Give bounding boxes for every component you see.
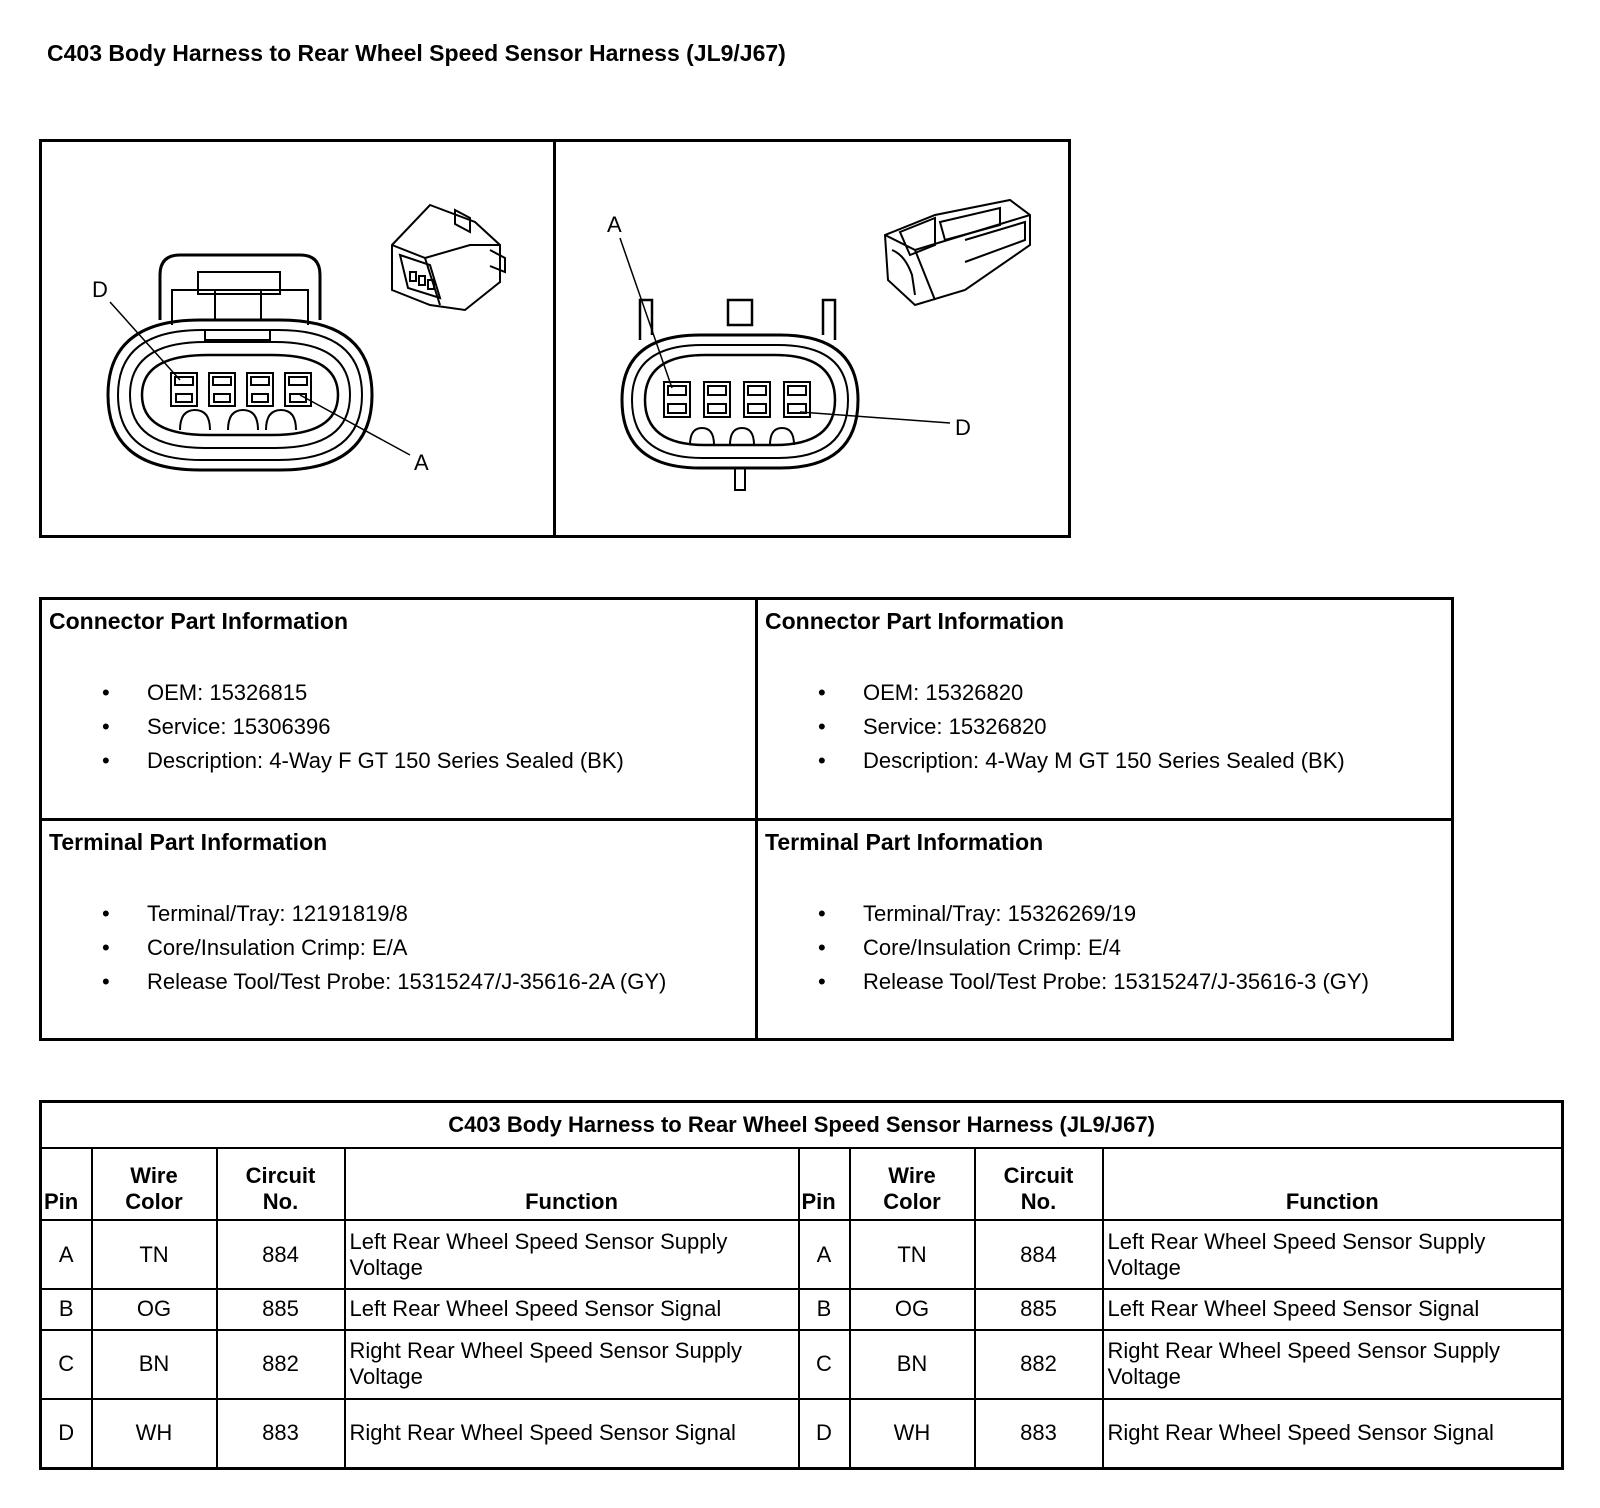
table-row [41, 1399, 1563, 1469]
cell-wire-color: BN [92, 1330, 217, 1399]
list-item-text: Core/Insulation Crimp: E/4 [863, 935, 1121, 960]
right-pin-a-leader [620, 238, 672, 388]
table-row [41, 1289, 1563, 1330]
left-pin-a-label: A [414, 450, 429, 475]
bullet: • [102, 901, 110, 926]
header-function: Function [345, 1148, 799, 1220]
cell-wire-color: TN [92, 1220, 217, 1289]
cell-pin: D [41, 1399, 92, 1469]
header-pin: Pin [41, 1148, 92, 1220]
list-item-text: Core/Insulation Crimp: E/A [147, 935, 408, 960]
cell-function: Right Rear Wheel Speed Sensor Signal [345, 1399, 799, 1469]
cell-function: Left Rear Wheel Speed Sensor Signal [345, 1289, 799, 1330]
cell-wire-color: OG [92, 1289, 217, 1330]
left-pin-d-leader [110, 302, 180, 380]
table-header-row [41, 1148, 1563, 1220]
female-terminal-cavities [171, 373, 311, 406]
list-item [758, 969, 1369, 1003]
cell-function: Right Rear Wheel Speed Sensor Signal [1103, 1399, 1563, 1469]
female-connector-face [108, 255, 372, 470]
male-connector-thumbnail [885, 200, 1030, 305]
page-title: C403 Body Harness to Rear Wheel Speed Sensor Harness (JL9/J67) [47, 40, 786, 66]
bullet: • [102, 969, 110, 994]
header-wire-color-line1: Wire [130, 1163, 178, 1188]
list-item [42, 969, 666, 1003]
male-terminal-pins [664, 382, 810, 417]
list-item [42, 935, 666, 969]
cell-wire-color: TN [850, 1220, 975, 1289]
pinout-table [39, 1100, 1564, 1470]
left-terminal-heading: Terminal Part Information [49, 829, 328, 855]
cell-function: Left Rear Wheel Speed Sensor Signal [1103, 1289, 1563, 1330]
list-item-text: Description: 4-Way M GT 150 Series Sealed (BK) [863, 748, 1345, 773]
header-circuit-line1: Circuit [1003, 1163, 1074, 1188]
list-item-text: Service: 15306396 [147, 714, 331, 739]
list-item-text: Terminal/Tray: 12191819/8 [147, 901, 408, 926]
list-item-text: Service: 15326820 [863, 714, 1047, 739]
left-pin-d-label: D [92, 277, 108, 302]
right-pin-d-leader [800, 412, 950, 423]
part-information-table [39, 597, 1454, 1041]
list-item-text: Release Tool/Test Probe: 15315247/J-35616-2A (GY) [147, 969, 667, 994]
right-terminal-list [758, 901, 1369, 1003]
cell-circuit: 882 [975, 1330, 1103, 1399]
right-connector-heading: Connector Part Information [765, 608, 1065, 634]
cell-pin: B [41, 1289, 92, 1330]
list-item-text: Release Tool/Test Probe: 15315247/J-35616-3 (GY) [863, 969, 1369, 994]
header-function: Function [1103, 1148, 1563, 1220]
header-circuit [975, 1148, 1103, 1220]
list-item [42, 901, 666, 935]
cell-circuit: 884 [975, 1220, 1103, 1289]
cell-function: Left Rear Wheel Speed Sensor Supply Voltage [1103, 1220, 1563, 1289]
table-caption-row [41, 1102, 1563, 1149]
bullet: • [102, 680, 110, 705]
header-circuit-line2: No. [1020, 1189, 1057, 1214]
cell-wire-color: BN [850, 1330, 975, 1399]
list-item-text: Terminal/Tray: 15326269/19 [863, 901, 1137, 926]
table-row [41, 1220, 1563, 1289]
right-pin-a-label: A [607, 212, 622, 237]
cell-circuit: 885 [975, 1289, 1103, 1330]
left-connector-part-info [42, 600, 755, 818]
right-connector-list [758, 680, 1345, 782]
right-terminal-part-info [758, 821, 1451, 1038]
header-wire-color [850, 1148, 975, 1220]
list-item-text: OEM: 15326820 [863, 680, 1024, 705]
list-item [758, 680, 1345, 714]
cell-circuit: 883 [975, 1399, 1103, 1469]
cell-circuit: 884 [217, 1220, 345, 1289]
header-circuit-line2: No. [262, 1189, 299, 1214]
bullet: • [818, 969, 826, 994]
list-item-text: OEM: 15326815 [147, 680, 308, 705]
cell-pin: C [799, 1330, 850, 1399]
cell-wire-color: OG [850, 1289, 975, 1330]
list-item [758, 935, 1369, 969]
left-connector-list [42, 680, 624, 782]
table-caption: C403 Body Harness to Rear Wheel Speed Sensor Harness (JL9/J67) [41, 1102, 1563, 1149]
bullet: • [102, 714, 110, 739]
left-terminal-part-info [42, 821, 755, 1038]
bullet: • [102, 748, 110, 773]
cell-circuit: 882 [217, 1330, 345, 1399]
right-terminal-heading: Terminal Part Information [765, 829, 1044, 855]
list-item [42, 748, 624, 782]
header-wire-color-line2: Color [125, 1189, 183, 1214]
bullet: • [818, 935, 826, 960]
female-connector-thumbnail [392, 205, 505, 310]
cell-pin: A [41, 1220, 92, 1289]
cell-circuit: 885 [217, 1289, 345, 1330]
header-pin: Pin [799, 1148, 850, 1220]
bullet: • [818, 748, 826, 773]
list-item [758, 901, 1369, 935]
list-item-text: Description: 4-Way F GT 150 Series Sealed (BK) [147, 748, 624, 773]
bullet: • [102, 935, 110, 960]
cell-pin: A [799, 1220, 850, 1289]
male-connector-face [622, 300, 858, 490]
header-wire-color-line1: Wire [888, 1163, 936, 1188]
left-connector-heading: Connector Part Information [49, 608, 349, 634]
cell-function: Right Rear Wheel Speed Sensor Supply Voltage [345, 1330, 799, 1399]
cell-pin: B [799, 1289, 850, 1330]
cell-wire-color: WH [92, 1399, 217, 1469]
bullet: • [818, 680, 826, 705]
table-row [41, 1330, 1563, 1399]
header-circuit [217, 1148, 345, 1220]
bullet: • [818, 901, 826, 926]
header-wire-color-line2: Color [883, 1189, 941, 1214]
connector-diagram [0, 0, 1600, 560]
list-item [42, 714, 624, 748]
cell-function: Right Rear Wheel Speed Sensor Supply Voltage [1103, 1330, 1563, 1399]
cell-wire-color: WH [850, 1399, 975, 1469]
cell-function: Left Rear Wheel Speed Sensor Supply Voltage [345, 1220, 799, 1289]
cell-circuit: 883 [217, 1399, 345, 1469]
header-wire-color [92, 1148, 217, 1220]
right-connector-part-info [758, 600, 1451, 818]
bullet: • [818, 714, 826, 739]
cell-pin: C [41, 1330, 92, 1399]
left-terminal-list [42, 901, 666, 1003]
list-item [42, 680, 624, 714]
list-item [758, 748, 1345, 782]
list-item [758, 714, 1345, 748]
right-pin-d-label: D [955, 415, 971, 440]
cell-pin: D [799, 1399, 850, 1469]
header-circuit-line1: Circuit [245, 1163, 316, 1188]
